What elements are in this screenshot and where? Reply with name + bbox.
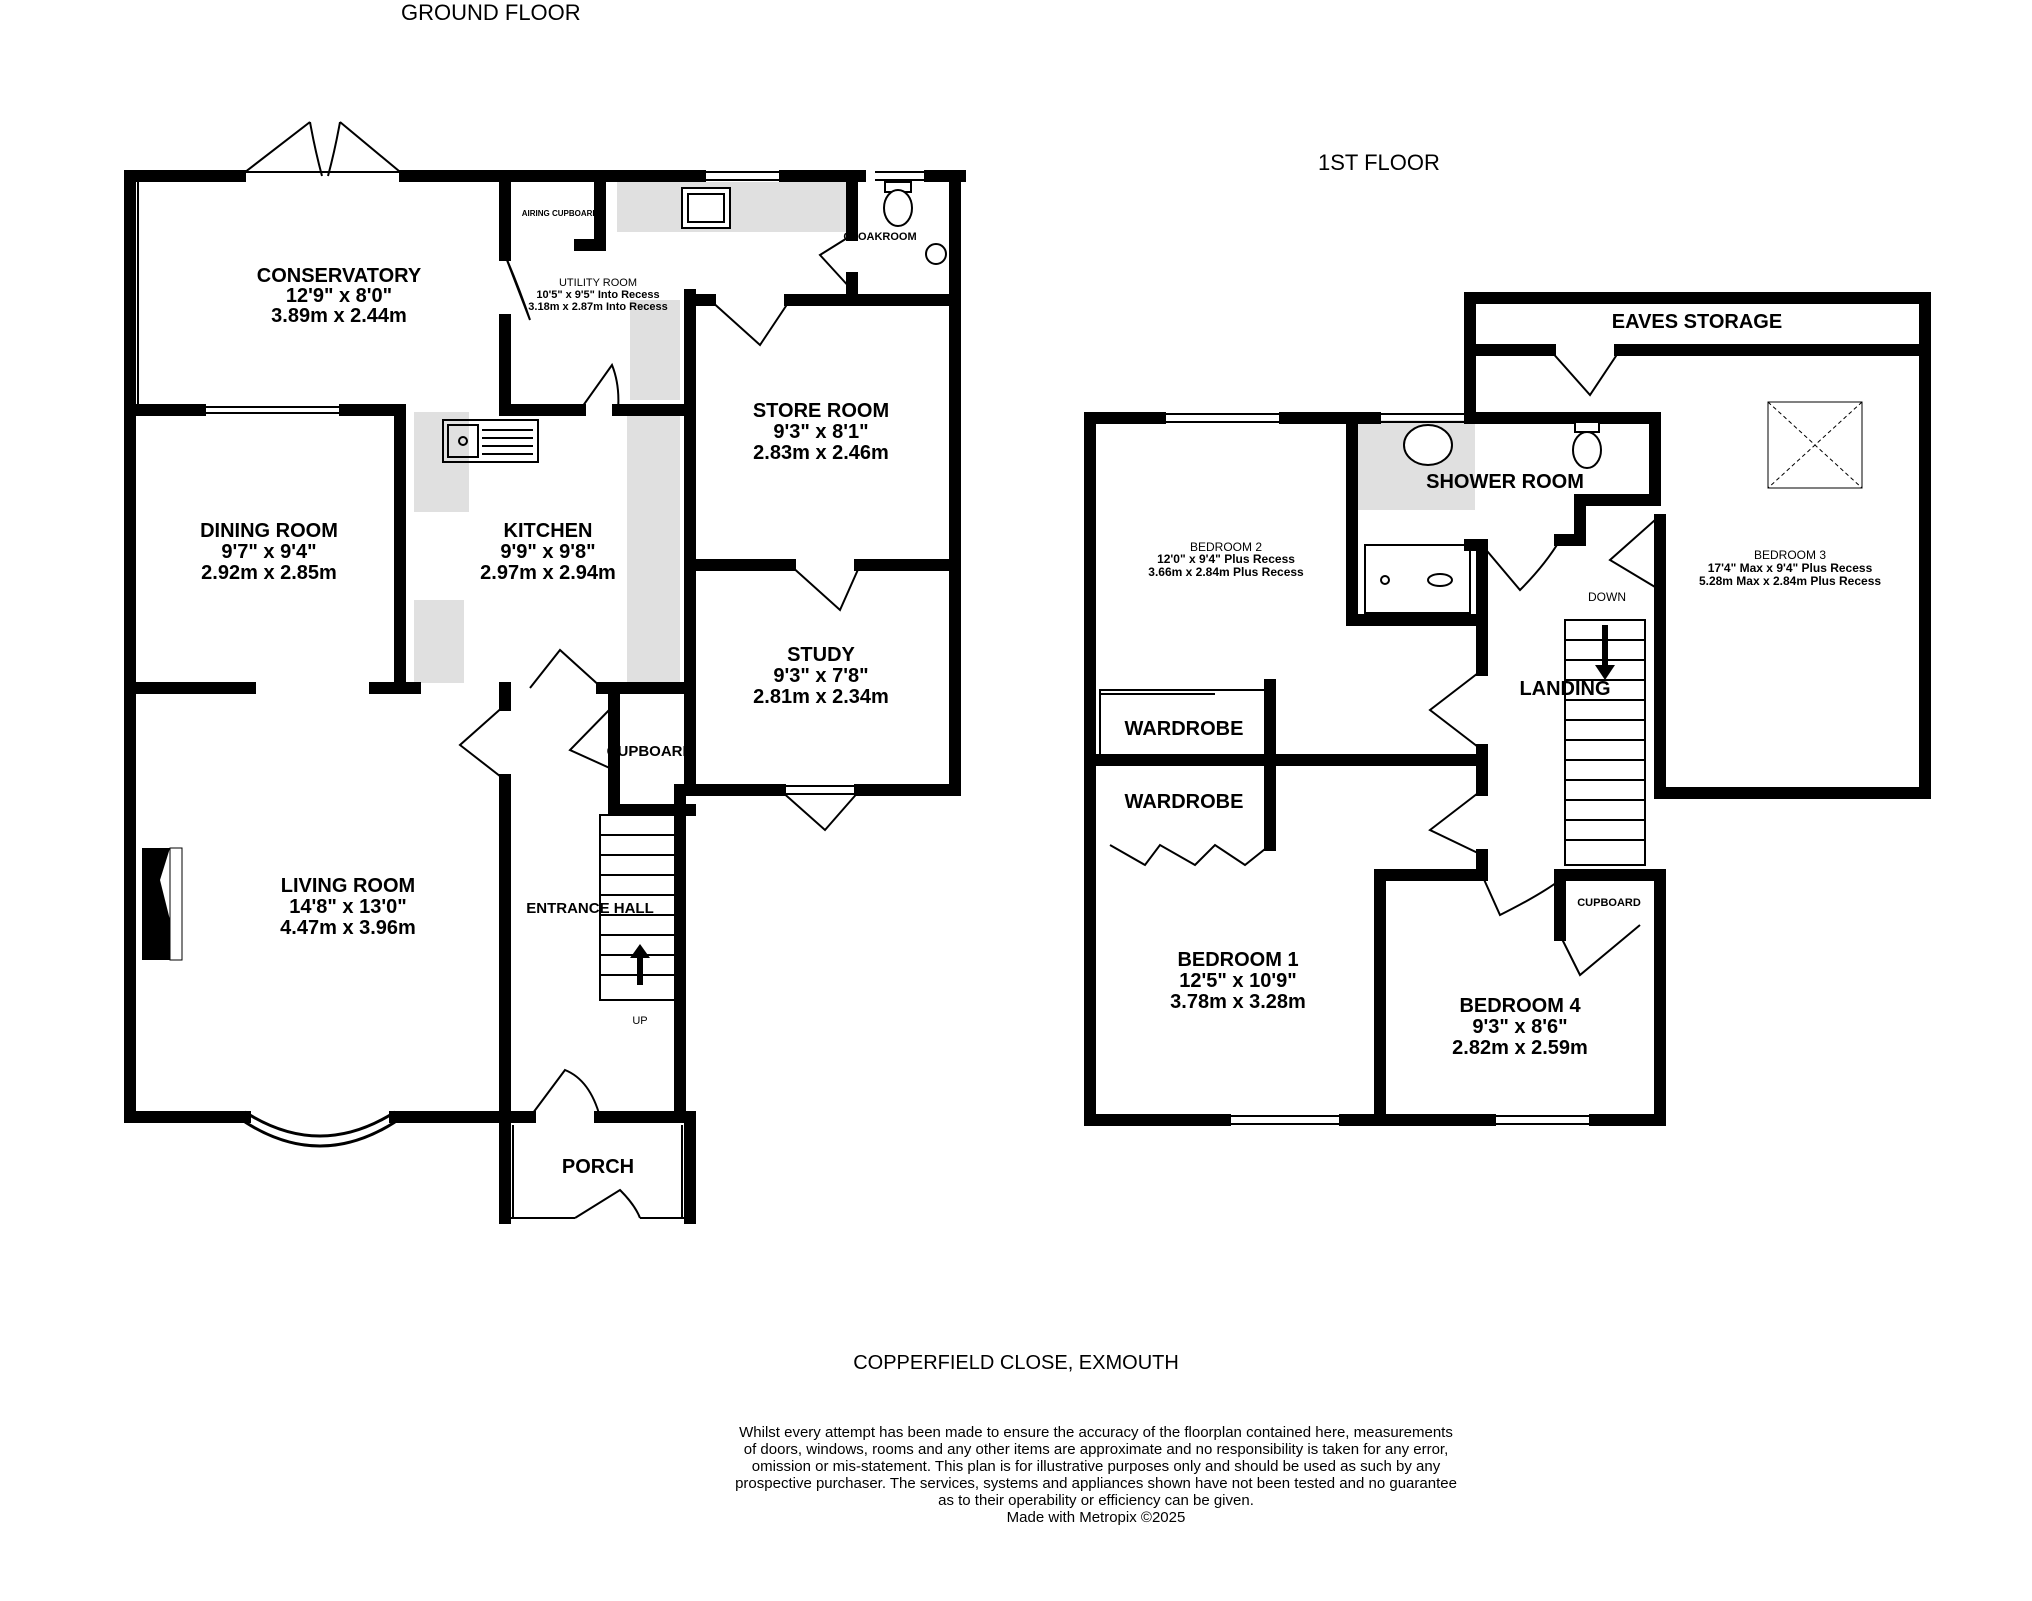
utility-sink [682,188,730,228]
cloakroom-name: CLOAKROOM [843,231,917,243]
disclaimer-line: as to their operability or efficiency can be given. [938,1492,1254,1509]
bed4-metric: 2.82m x 2.59m [1452,1037,1588,1059]
bed2-imperial: 12'0" x 9'4" Plus Recess [1157,552,1295,566]
conservatory-french-doors [240,122,405,176]
hall-name: ENTRANCE HALL [526,900,654,917]
bed1-metric: 3.78m x 3.28m [1170,991,1306,1013]
kitchen-name: KITCHEN [503,520,593,542]
living-imperial: 14'8" x 13'0" [289,896,407,918]
wardrobe-1-name: WARDROBE [1124,718,1244,740]
utility-metric: 3.18m x 2.87m Into Recess [528,301,668,313]
dining-name: DINING ROOM [200,520,338,542]
dining-metric: 2.92m x 2.85m [201,562,337,584]
shower-name: SHOWER ROOM [1426,471,1584,493]
fireplace [142,848,182,960]
property-address: COPPERFIELD CLOSE, EXMOUTH [853,1352,1179,1374]
ground-floor-title: GROUND FLOOR [401,0,581,25]
store-name: STORE ROOM [752,400,890,422]
first-floor-title: 1ST FLOOR [1318,150,1440,175]
bed1-name: BEDROOM 1 [1177,949,1299,971]
kitchen-imperial: 9'9" x 9'8" [500,541,596,563]
study-name: STUDY [787,644,855,666]
disclaimer-line: of doors, windows, rooms and any other items are approximate and no responsibility is taken for any error, [743,1441,1449,1458]
ground-cupboard-name: CUPBOARD [606,743,694,760]
living-name: LIVING ROOM [280,875,416,897]
utility-imperial: 10'5" x 9'5" Into Recess [536,289,660,301]
living-metric: 4.47m x 3.96m [280,917,416,939]
bed2-metric: 3.66m x 2.84m Plus Recess [1148,565,1304,579]
roof-window-icon [1768,402,1862,488]
store-metric: 2.83m x 2.46m [753,442,889,464]
porch-name: PORCH [561,1156,635,1178]
dining-imperial: 9'7" x 9'4" [221,541,317,563]
bed3-metric: 5.28m Max x 2.84m Plus Recess [1698,574,1882,588]
store-imperial: 9'3" x 8'1" [773,421,869,443]
eaves-name: EAVES STORAGE [1611,311,1783,333]
disclaimer [716,1424,1476,1526]
study-imperial: 9'3" x 7'8" [773,665,869,687]
shower-tray [1365,545,1470,613]
bed2-name: BEDROOM 2 [1189,540,1263,554]
shower-basin-toilet [1404,422,1601,468]
kitchen-metric: 2.97m x 2.94m [480,562,616,584]
study-metric: 2.81m x 2.34m [753,686,889,708]
cloakroom-toilet [884,182,946,264]
down-label: DOWN [1588,590,1626,604]
utility-name: UTILITY ROOM [558,277,638,289]
conservatory-name: CONSERVATORY [256,265,422,287]
bed4-name: BEDROOM 4 [1459,995,1581,1017]
wardrobe-2-name: WARDROBE [1124,791,1244,813]
first-cupboard-name: CUPBOARD [1577,897,1641,909]
bay-window [245,1112,395,1136]
airing-cupboard-name: AIRING CUPBOARD [521,209,599,218]
landing-name: LANDING [1519,678,1611,700]
bed1-imperial: 12'5" x 10'9" [1179,970,1297,992]
conservatory-imperial: 12'9" x 8'0" [285,285,393,307]
bed4-imperial: 9'3" x 8'6" [1472,1016,1568,1038]
bed3-name: BEDROOM 3 [1753,548,1827,562]
disclaimer-line: omission or mis-statement. This plan is for illustrative purposes only and should be used as such by any [751,1458,1441,1475]
disclaimer-line: prospective purchaser. The services, systems and appliances shown have not been tested and no guarantee [735,1475,1457,1492]
conservatory-metric: 3.89m x 2.44m [271,305,407,327]
bed3-imperial: 17'4" Max x 9'4" Plus Recess [1707,561,1873,575]
up-label: UP [632,1015,648,1027]
disclaimer-line: Whilst every attempt has been made to ensure the accuracy of the floorplan contained here, measurements [739,1424,1453,1441]
metropix-credit: Made with Metropix ©2025 [1006,1509,1186,1526]
